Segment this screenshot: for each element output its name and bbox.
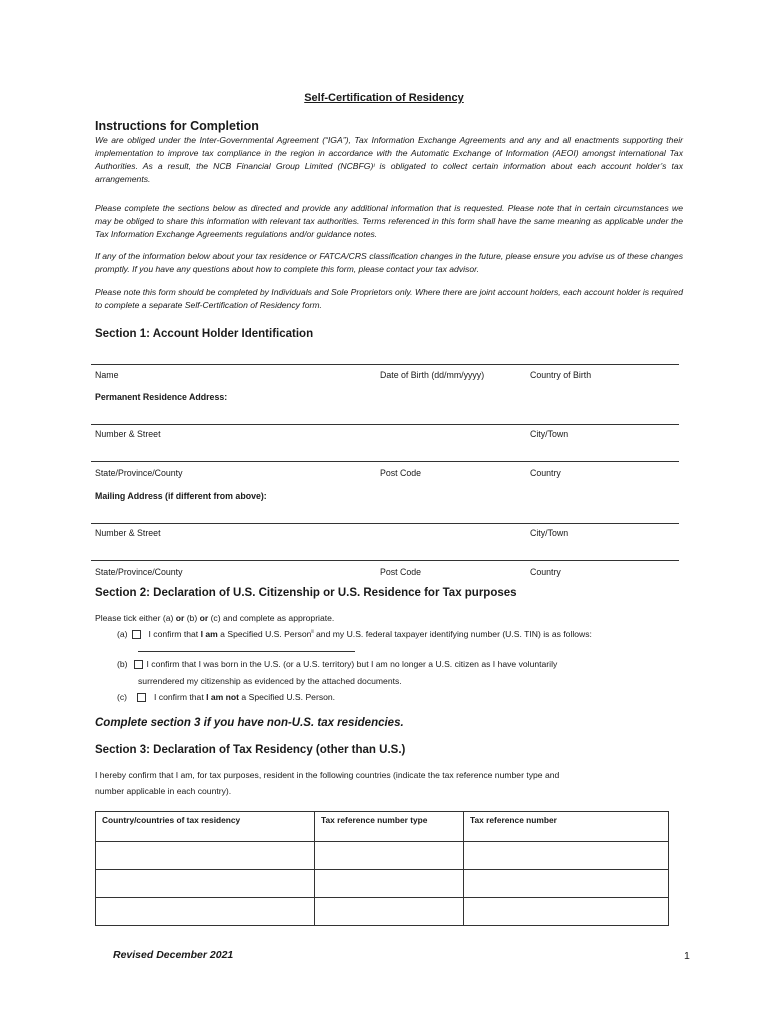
permanent-state-line[interactable] (91, 461, 679, 462)
permanent-street-line[interactable] (91, 424, 679, 425)
permanent-address-label: Permanent Residence Address: (95, 392, 228, 402)
country-cell[interactable] (96, 842, 315, 870)
instructions-paragraph-4: Please note this form should be completed by Individuals and Sole Proprietors only. Where there are joint account holders, each account holder is required to complete a separate Self-Certification of Residency form. (95, 287, 683, 310)
section3-text-line2: number applicable in each country). (95, 786, 232, 796)
tax-ref-type-cell[interactable] (315, 870, 464, 898)
permanent-country-label: Country (530, 468, 561, 478)
us-tin-field[interactable] (138, 651, 355, 652)
option-a-checkbox[interactable] (132, 630, 141, 639)
table-row (96, 842, 669, 870)
instructions-paragraph-2: Please complete the sections below as directed and provide any additional information that is requested. Please note that in certain circumstances we may be obliged to share this information with relevant tax authorities. Terms referenced in this form shall have the same meaning as applicable under the Tax Information Exchange Agreements regulations and/or guidance notes. (95, 203, 683, 239)
instructions-paragraph-3: If any of the information below about your tax residence or FATCA/CRS classification changes in the future, please ensure you advise us of these changes promptly. If you have any questions about how to complete this form, please contact your tax advisor. (95, 251, 683, 274)
section1-heading: Section 1: Account Holder Identification (95, 328, 314, 340)
dob-label: Date of Birth (dd/mm/yyyy) (380, 370, 485, 380)
country-of-birth-label: Country of Birth (530, 370, 592, 380)
tax-ref-number-cell[interactable] (464, 898, 669, 926)
revised-date: Revised December 2021 (113, 949, 234, 961)
table-header-row (96, 812, 669, 842)
section3-heading: Section 3: Declaration of Tax Residency (other than U.S.) (95, 744, 406, 756)
permanent-postcode-label: Post Code (380, 468, 422, 478)
option-c-checkbox[interactable] (137, 693, 146, 702)
page-title: Self-Certification of Residency (304, 92, 464, 104)
header-tax-ref-number: Tax reference number (464, 812, 669, 842)
option-b-text-line2: surrendered my citizenship as evidenced by the attached documents. (138, 676, 402, 686)
tax-residency-table (95, 811, 669, 926)
permanent-city-label: City/Town (530, 429, 569, 439)
table-row (96, 870, 669, 898)
mailing-postcode-label: Post Code (380, 567, 422, 577)
name-label: Name (95, 370, 119, 380)
section2-heading: Section 2: Declaration of U.S. Citizenship or U.S. Residence for Tax purposes (95, 587, 517, 599)
section2-instruction: Please tick either (a) or (b) or (c) and complete as appropriate. (95, 613, 335, 623)
option-c: (c) I confirm that I am not a Specified U.S. Person. (117, 692, 336, 702)
section3-note: Complete section 3 if you have non-U.S. tax residencies. (95, 717, 404, 729)
instructions-paragraph-1: We are obliged under the Inter-Governmental Agreement (“IGA”), Tax Information Exchange Agreements and any and all enactments supporting their implementation to improve tax compliance in the region in accordance with the Automatic Exchange of Information (AEOI) amongst international Tax Authorities. As a result, the NCB Financial Group Limited (NCBFG)ᶦ is obligated to collect certain information about each account holder’s tax arrangements. (95, 135, 683, 184)
instructions-heading: Instructions for Completion (95, 119, 259, 133)
option-b-checkbox[interactable] (134, 660, 143, 669)
name-field-line[interactable] (91, 364, 679, 365)
permanent-street-label: Number & Street (95, 429, 161, 439)
country-cell[interactable] (96, 898, 315, 926)
header-country: Country/countries of tax residency (96, 812, 315, 842)
mailing-address-label: Mailing Address (if different from above): (95, 491, 267, 501)
tax-ref-type-cell[interactable] (315, 842, 464, 870)
option-b: (b) I confirm that I was born in the U.S. (or a U.S. territory) but I am no longer a U.S. citizen as I have voluntarily (117, 659, 558, 669)
mailing-city-label: City/Town (530, 528, 569, 538)
tax-ref-number-cell[interactable] (464, 842, 669, 870)
header-tax-ref-type: Tax reference number type (315, 812, 464, 842)
mailing-state-line[interactable] (91, 560, 679, 561)
mailing-state-label: State/Province/County (95, 567, 183, 577)
tax-ref-number-cell[interactable] (464, 870, 669, 898)
mailing-street-label: Number & Street (95, 528, 161, 538)
mailing-country-label: Country (530, 567, 561, 577)
tax-ref-type-cell[interactable] (315, 898, 464, 926)
country-cell[interactable] (96, 870, 315, 898)
option-a: (a) I confirm that I am a Specified U.S. Person$^{ii}$ and my U.S. federal taxpayer identifying number (U.S. TIN) is as follows: (117, 629, 592, 639)
permanent-state-label: State/Province/County (95, 468, 183, 478)
section3-text-line1: I hereby confirm that I am, for tax purposes, resident in the following countries (indicate the tax reference number type and (95, 770, 560, 780)
table-row (96, 898, 669, 926)
mailing-street-line[interactable] (91, 523, 679, 524)
page-number: 1 (684, 950, 690, 962)
